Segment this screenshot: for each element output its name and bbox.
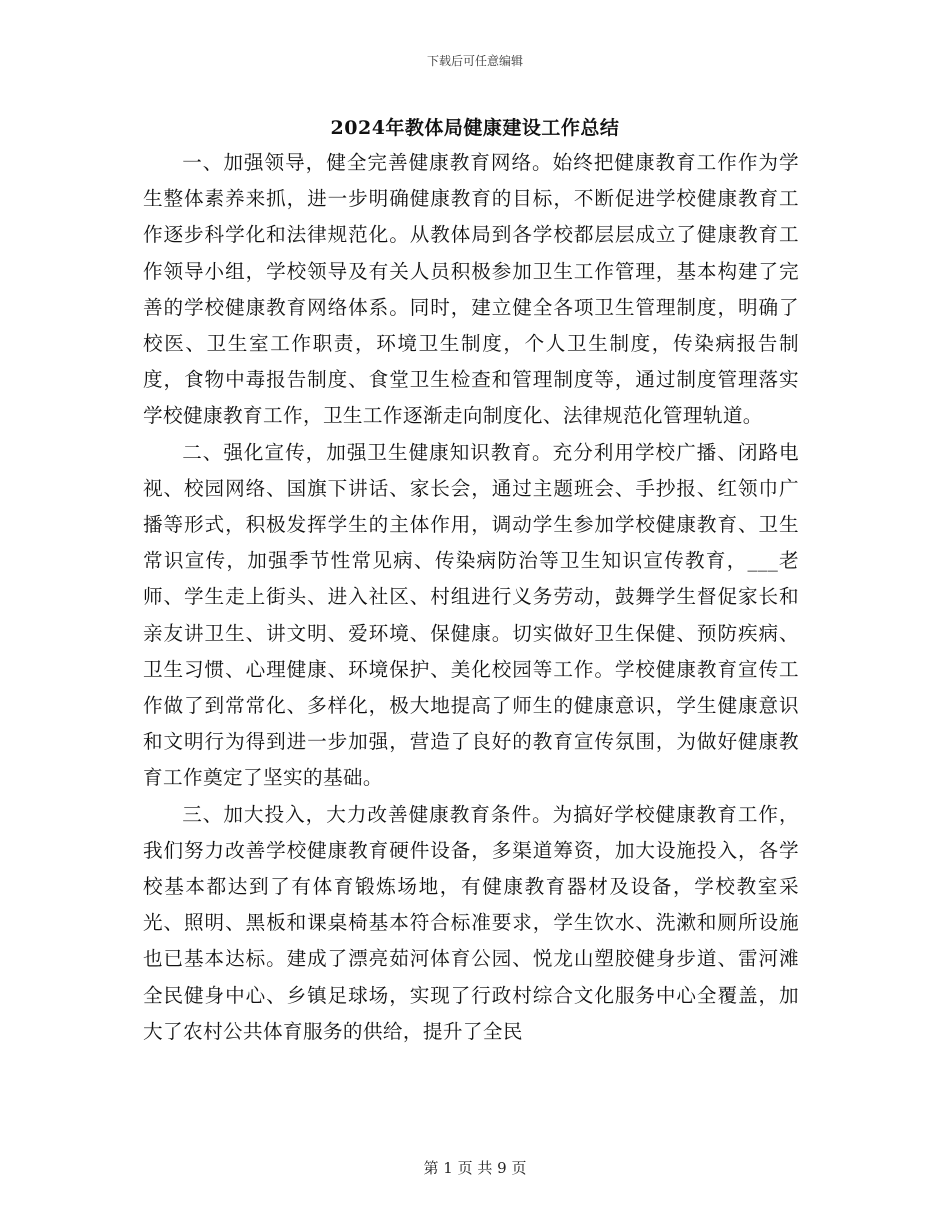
page-header-note: 下载后可任意编辑 <box>426 54 523 68</box>
page-number: 第 1 页 共 9 页 <box>423 1159 527 1177</box>
paragraph-2: 二、强化宣传，加强卫生健康知识教育。充分利用学校广播、闭路电视、校园网络、国旗下讲话、家长会，通过主题班会、手抄报、红领巾广播等形式，积极发挥学生的主体作用，调动学生参加学校健康教育、卫生常识宣传，加强季节性常见病、传染病防治等卫生知识宣传教育，___老师、学生走上街头、进入社区、村组进行义务劳动，鼓舞学生督促家长和亲友讲卫生、讲文明、爱环境、保健康。切实做好卫生保健、预防疾病、卫生习惯、心理健康、环境保护、美化校园等工作。学校健康教育宣传工作做了到常常化、多样化，极大地提高了师生的健康意识，学生健康意识和文明行为得到进一步加强，营造了良好的教育宣传氛围，为做好健康教育工作奠定了坚实的基础。 <box>143 440 799 790</box>
document-title: 2024年教体局健康建设工作总结 <box>330 117 620 139</box>
paragraph-1: 一、加强领导，健全完善健康教育网络。始终把健康教育工作作为学生整体素养来抓，进一步明确健康教育的目标，不断促进学校健康教育工作逐步科学化和法律规范化。从教体局到各学校都层层成立了健康教育工作领导小组，学校领导及有关人员积极参加卫生工作管理，基本构建了完善的学校健康教育网络体系。同时，建立健全各项卫生管理制度，明确了校医、卫生室工作职责，环境卫生制度，个人卫生制度，传染病报告制度，食物中毒报告制度、食堂卫生检查和管理制度等，通过制度管理落实学校健康教育工作，卫生工作逐渐走向制度化、法律规范化管理轨道。 <box>143 151 799 428</box>
paragraph-3: 三、加大投入，大力改善健康教育条件。为搞好学校健康教育工作，我们努力改善学校健康教育硬件设备，多渠道筹资，加大设施投入，各学校基本都达到了有体育锻炼场地，有健康教育器材及设备，学校教室采光、照明、黑板和课桌椅基本符合标准要求，学生饮水、洗漱和厕所设施也已基本达标。建成了漂亮茹河体育公园、悦龙山塑胶健身步道、雷河滩全民健身中心、乡镇足球场，实现了行政村综合文化服务中心全覆盖，加大了农村公共体育服务的供给，提升了全民 <box>143 802 799 1043</box>
document-body <box>143 145 799 1050</box>
